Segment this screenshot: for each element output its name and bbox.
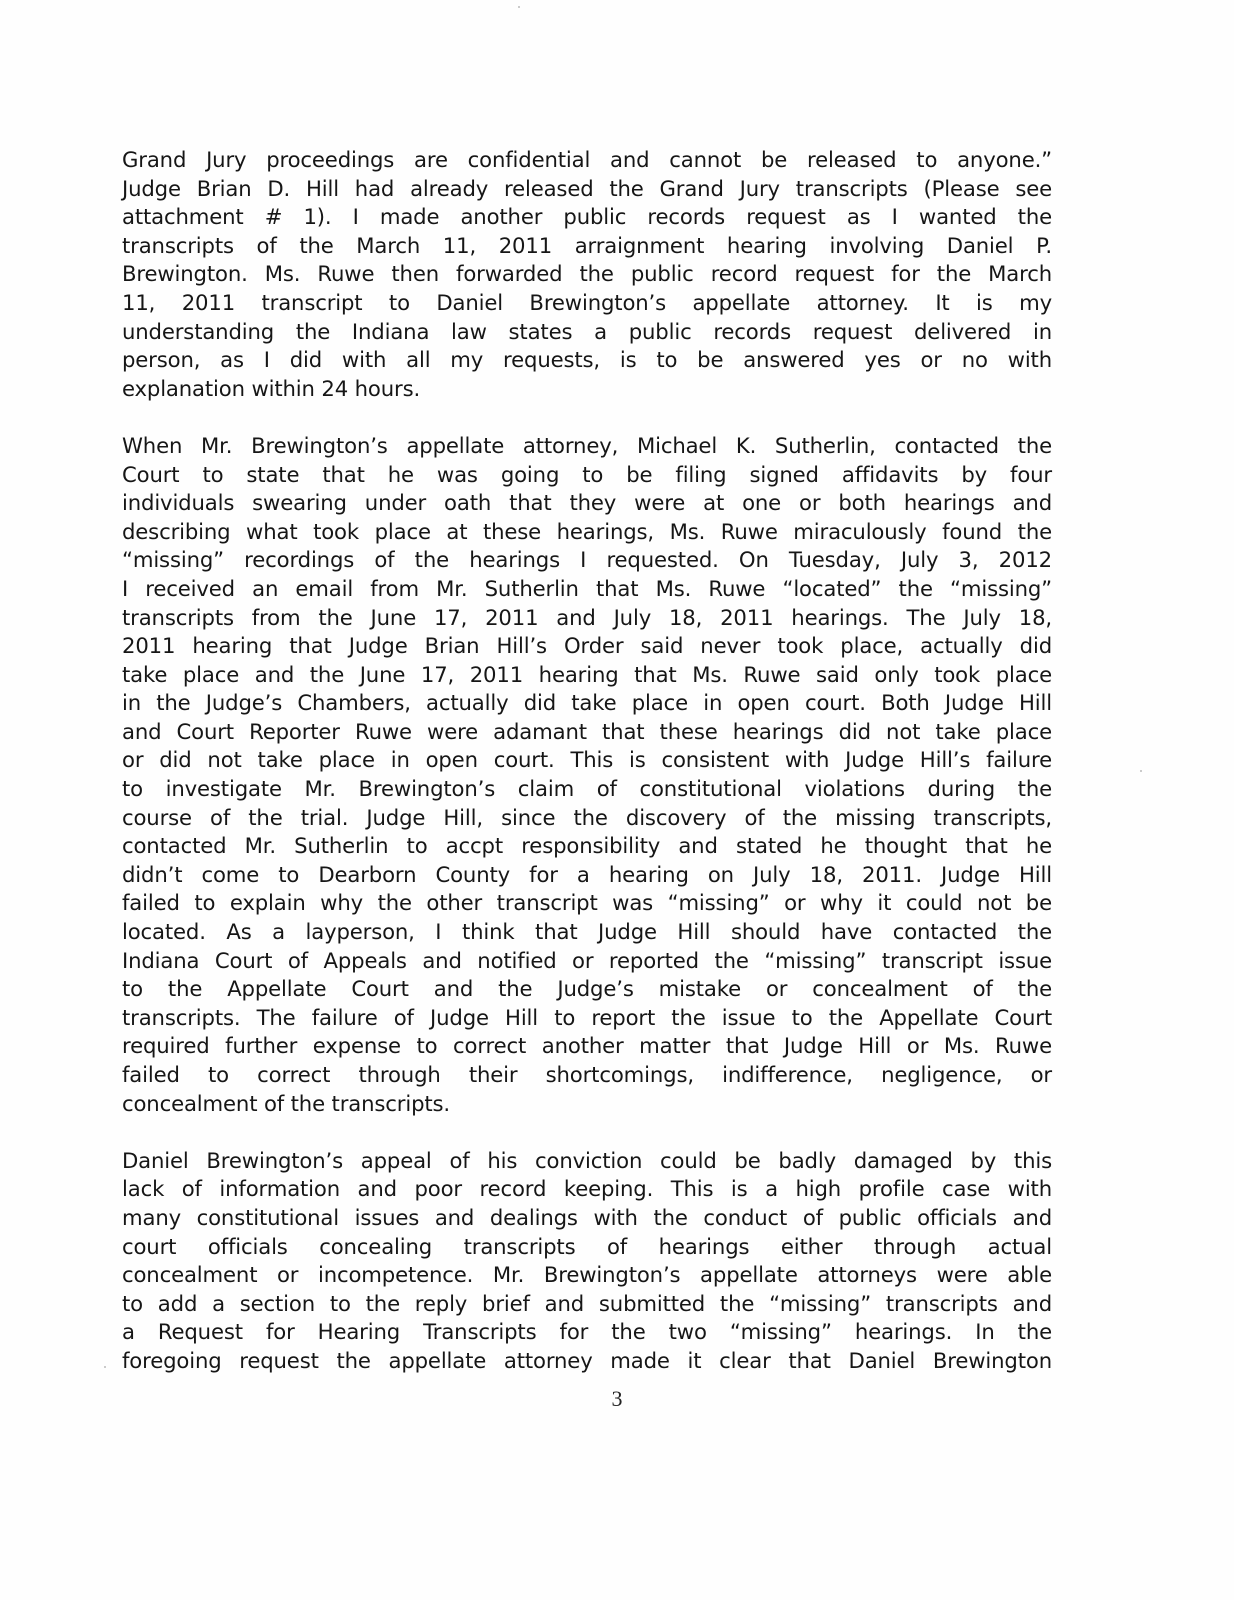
- document-body: [122, 146, 1052, 1376]
- text-line: Grand Jury proceedings are confidential and cannot be released to anyone.”: [122, 147, 1052, 172]
- text-line: Judge Brian D. Hill had already released the Grand Jury transcripts (Please see: [122, 175, 1052, 201]
- text-line: court officials concealing transcripts of hearings either through actual: [122, 1233, 1052, 1259]
- text-line: to investigate Mr. Brewington’s claim of constitutional violations during the: [122, 776, 1052, 802]
- text-line: concealment or incompetence. Mr. Brewington’s appellate attorneys were able: [122, 1262, 1052, 1288]
- text-line: transcripts from the June 17, 2011 and July 18, 2011 hearings. The July 18,: [122, 604, 1052, 630]
- scan-speck: [1140, 770, 1142, 772]
- text-line: or did not take place in open court. This is consistent with Judge Hill’s failure: [122, 747, 1052, 773]
- text-line: required further expense to correct another matter that Judge Hill or Ms. Ruwe: [122, 1033, 1052, 1059]
- paragraph-1: [122, 146, 1052, 403]
- text-line: Court to state that he was going to be filing signed affidavits by four: [122, 461, 1052, 487]
- text-line: contacted Mr. Sutherlin to accpt responsibility and stated he thought that he: [122, 833, 1052, 859]
- text-line: individuals swearing under oath that they were at one or both hearings and: [122, 490, 1052, 516]
- text-line: didn’t come to Dearborn County for a hearing on July 18, 2011. Judge Hill: [122, 861, 1052, 887]
- text-line: and Court Reporter Ruwe were adamant that these hearings did not take place: [122, 718, 1052, 744]
- text-line: take place and the June 17, 2011 hearing that Ms. Ruwe said only took place: [122, 661, 1052, 687]
- text-line: failed to correct through their shortcomings, indifference, negligence, or: [122, 1062, 1052, 1087]
- text-line: describing what took place at these hearings, Ms. Ruwe miraculously found the: [122, 518, 1052, 544]
- text-line: foregoing request the appellate attorney made it clear that Daniel Brewington: [122, 1347, 1052, 1373]
- text-line: attachment # 1). I made another public records request as I wanted the: [122, 204, 1052, 230]
- text-line: in the Judge’s Chambers, actually did take place in open court. Both Judge Hill: [122, 690, 1052, 716]
- text-line: located. As a layperson, I think that Judge Hill should have contacted the: [122, 919, 1052, 945]
- text-line: a Request for Hearing Transcripts for the two “missing” hearings. In the: [122, 1319, 1052, 1345]
- text-line: transcripts of the March 11, 2011 arraignment hearing involving Daniel P.: [122, 232, 1052, 258]
- text-line: to add a section to the reply brief and submitted the “missing” transcripts and: [122, 1290, 1052, 1316]
- text-line: transcripts. The failure of Judge Hill to report the issue to the Appellate Court: [122, 1004, 1052, 1030]
- text-line: I received an email from Mr. Sutherlin that Ms. Ruwe “located” the “missing”: [122, 575, 1052, 601]
- text-line: 11, 2011 transcript to Daniel Brewington’s appellate attorney. It is my: [122, 289, 1052, 315]
- text-line: many constitutional issues and dealings with the conduct of public officials and: [122, 1204, 1052, 1230]
- text-line: concealment of the transcripts.: [122, 1090, 450, 1116]
- text-line: Indiana Court of Appeals and notified or reported the “missing” transcript issue: [122, 947, 1052, 973]
- text-line: “missing” recordings of the hearings I requested. On Tuesday, July 3, 2012: [122, 547, 1052, 573]
- text-line: When Mr. Brewington’s appellate attorney, Michael K. Sutherlin, contacted the: [122, 432, 1052, 458]
- text-line: course of the trial. Judge Hill, since the discovery of the missing transcripts,: [122, 804, 1052, 830]
- text-line: Daniel Brewington’s appeal of his conviction could be badly damaged by this: [122, 1147, 1052, 1173]
- text-line: person, as I did with all my requests, is to be answered yes or no with: [122, 347, 1052, 373]
- paragraph-3: [122, 1147, 1052, 1376]
- scan-speck: [518, 6, 520, 8]
- page-number: 3: [611, 1386, 623, 1411]
- text-line: failed to explain why the other transcript was “missing” or why it could not be: [122, 890, 1052, 916]
- text-line: to the Appellate Court and the Judge’s mistake or concealment of the: [122, 976, 1052, 1002]
- text-line: understanding the Indiana law states a public records request delivered in: [122, 318, 1052, 344]
- scan-speck: [104, 1366, 106, 1368]
- text-line: lack of information and poor record keeping. This is a high profile case with: [122, 1176, 1052, 1202]
- paragraph-2: [122, 432, 1052, 1118]
- text-line: Brewington. Ms. Ruwe then forwarded the public record request for the March: [122, 261, 1052, 287]
- text-line: explanation within 24 hours.: [122, 375, 421, 401]
- text-line: 2011 hearing that Judge Brian Hill’s Order said never took place, actually did: [122, 633, 1052, 659]
